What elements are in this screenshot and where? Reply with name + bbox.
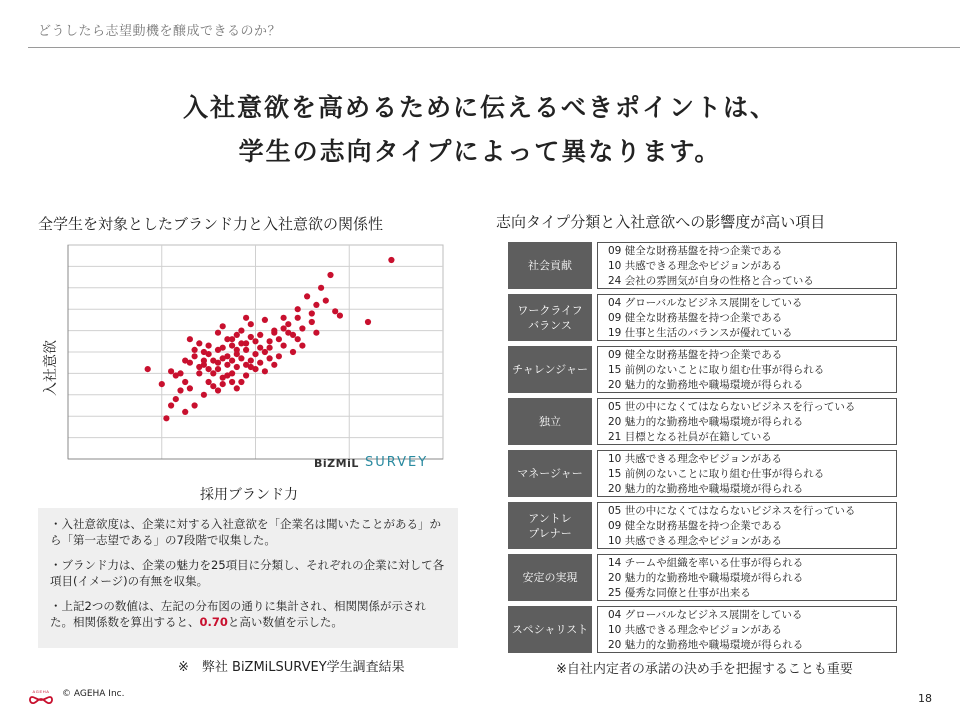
type-category: アントレ プレナー: [508, 502, 592, 549]
scatter-point: [295, 315, 301, 321]
scatter-point: [229, 358, 235, 364]
scatter-point: [281, 315, 287, 321]
scatter-point: [173, 396, 179, 402]
scatter-point: [257, 345, 263, 351]
scatter-point: [365, 319, 371, 325]
type-items: [597, 242, 897, 289]
scatter-point: [285, 330, 291, 336]
scatter-point: [182, 379, 188, 385]
scatter-point: [257, 332, 263, 338]
scatter-point: [248, 334, 254, 340]
table-note: ※自社内定者の承諾の決め手を把握することも重要: [556, 662, 853, 677]
scatter-point: [243, 362, 249, 368]
scatter-point: [215, 360, 221, 366]
scatter-point: [257, 360, 263, 366]
type-item: 15 前例のないことに取り組む仕事が得られる: [608, 468, 825, 480]
scatter-point: [234, 351, 240, 357]
type-item: 20 魅力的な勤務地や職場環境が得られる: [608, 639, 804, 651]
scatter-point: [206, 379, 212, 385]
type-item: 04 グローバルなビジネス展開をしている: [608, 297, 803, 309]
type-items: [597, 346, 897, 393]
scatter-point: [299, 343, 305, 349]
type-category: 安定の実現: [508, 554, 592, 601]
type-items: [597, 398, 897, 445]
type-item: 10 共感できる理念やビジョンがある: [608, 624, 782, 636]
type-row: [508, 294, 900, 341]
scatter-point: [290, 349, 296, 355]
type-items: [597, 450, 897, 497]
scatter-point: [248, 321, 254, 327]
scatter-point: [192, 353, 198, 359]
scatter-point: [220, 323, 226, 329]
y-axis-label: 入社意欲: [43, 340, 59, 396]
scatter-point: [196, 370, 202, 376]
scatter-point: [332, 308, 338, 314]
type-row: [508, 398, 900, 445]
scatter-point: [177, 387, 183, 393]
scatter-point: [271, 362, 277, 368]
scatter-point: [243, 315, 249, 321]
headline-line-2: 学生の志向タイプによって異なります。: [238, 137, 722, 166]
bizmil-logo-text: BiZMiL: [314, 457, 359, 470]
scatter-point: [262, 349, 268, 355]
scatter-point: [215, 387, 221, 393]
scatter-point: [271, 330, 277, 336]
scatter-point: [206, 366, 212, 372]
scatter-point: [238, 328, 244, 334]
scatter-point: [192, 347, 198, 353]
scatter-point: [187, 385, 193, 391]
chart-notes: [38, 508, 458, 648]
scatter-point: [210, 383, 216, 389]
scatter-point: [220, 381, 226, 387]
scatter-point: [234, 332, 240, 338]
scatter-point: [229, 343, 235, 349]
chart-title: 全学生を対象としたブランド力と入社意欲の関係性: [38, 215, 384, 233]
type-category: マネージャー: [508, 450, 592, 497]
type-item: 05 世の中になくてはならないビジネスを行っている: [608, 505, 856, 517]
type-item: 19 仕事と生活のバランスが優れている: [608, 327, 793, 339]
table-title: 志向タイプ分類と入社意欲への影響度が高い項目: [496, 213, 826, 231]
type-row: [508, 554, 900, 601]
scatter-point: [210, 370, 216, 376]
type-item: 10 共感できる理念やビジョンがある: [608, 453, 782, 465]
scatter-point: [206, 351, 212, 357]
x-axis-label: 採用ブランド力: [200, 487, 298, 503]
type-row: [508, 502, 900, 549]
type-item: 20 魅力的な勤務地や職場環境が得られる: [608, 572, 804, 584]
type-item: 20 魅力的な勤務地や職場環境が得られる: [608, 379, 804, 391]
scatter-point: [215, 366, 221, 372]
scatter-point: [234, 364, 240, 370]
scatter-point: [318, 285, 324, 291]
scatter-point: [206, 343, 212, 349]
scatter-point: [262, 317, 268, 323]
scatter-point: [276, 336, 282, 342]
scatter-point: [262, 368, 268, 374]
page-section-title: どうしたら志望動機を醸成できるのか？: [38, 24, 282, 39]
type-item: 04 グローバルなビジネス展開をしている: [608, 609, 803, 621]
type-row: [508, 606, 900, 653]
scatter-point: [313, 302, 319, 308]
scatter-point: [182, 409, 188, 415]
scatter-point: [267, 355, 273, 361]
ageha-logo: [28, 688, 54, 706]
scatter-point: [201, 392, 207, 398]
survey-logo-text: SURVEY: [365, 455, 429, 470]
scatter-point: [252, 351, 258, 357]
scatter-point: [295, 336, 301, 342]
type-category: チャレンジャー: [508, 346, 592, 393]
correlation-value: 0.70: [199, 615, 228, 629]
scatter-point: [299, 325, 305, 331]
type-item: 05 世の中になくてはならないビジネスを行っている: [608, 401, 856, 413]
copyright: © AGEHA Inc.: [62, 689, 125, 699]
scatter-point: [168, 368, 174, 374]
scatter-point: [192, 402, 198, 408]
scatter-point: [327, 272, 333, 278]
type-row: [508, 346, 900, 393]
scatter-point: [281, 343, 287, 349]
scatter-point: [168, 402, 174, 408]
page-number: 18: [918, 692, 932, 705]
header-divider: [28, 47, 960, 48]
type-items: [597, 294, 897, 341]
scatter-point: [313, 330, 319, 336]
scatter-point: [295, 306, 301, 312]
headline: [0, 86, 960, 174]
type-items: [597, 502, 897, 549]
scatter-point: [215, 347, 221, 353]
scatter-point: [248, 358, 254, 364]
scatter-point: [388, 257, 394, 263]
type-item: 10 共感できる理念やビジョンがある: [608, 535, 782, 547]
scatter-point: [238, 379, 244, 385]
type-item: 20 魅力的な勤務地や職場環境が得られる: [608, 483, 804, 495]
scatter-point: [224, 362, 230, 368]
scatter-point: [182, 358, 188, 364]
scatter-point: [215, 330, 221, 336]
type-item: 25 優秀な同僚と仕事が出来る: [608, 587, 751, 599]
type-items: [597, 554, 897, 601]
scatter-point: [323, 298, 329, 304]
scatter-point: [281, 325, 287, 331]
type-item: 10 共感できる理念やビジョンがある: [608, 260, 782, 272]
scatter-point: [276, 353, 282, 359]
scatter-point: [337, 313, 343, 319]
type-category: ワークライフ バランス: [508, 294, 592, 341]
scatter-point: [304, 293, 310, 299]
scatter-point: [229, 370, 235, 376]
source-note: ※ 弊社 BiZMiLSURVEY学生調査結果: [178, 660, 405, 675]
scatter-point: [229, 379, 235, 385]
scatter-chart: [38, 238, 448, 518]
scatter-point: [159, 381, 165, 387]
scatter-point: [238, 340, 244, 346]
type-item: 20 魅力的な勤務地や職場環境が得られる: [608, 416, 804, 428]
type-row: [508, 450, 900, 497]
type-category: 社会貢献: [508, 242, 592, 289]
scatter-point: [285, 321, 291, 327]
scatter-point: [224, 336, 230, 342]
scatter-point: [267, 345, 273, 351]
scatter-point: [252, 338, 258, 344]
type-item: 09 健全な財務基盤を持つ企業である: [608, 520, 783, 532]
note-3-suffix: と高い数値を示した。: [227, 615, 343, 629]
note-3: [50, 598, 448, 630]
scatter-point: [238, 355, 244, 361]
scatter-point: [243, 372, 249, 378]
note-2: ・ブランド力は、企業の魅力を25項目に分類し、それぞれの企業に対して各項目(イメージ)の有無を収集。: [50, 558, 445, 588]
type-item: 15 前例のないことに取り組む仕事が得られる: [608, 364, 825, 376]
type-category: 独立: [508, 398, 592, 445]
ageha-logo-text: AGEHA: [32, 689, 50, 694]
scatter-point: [243, 347, 249, 353]
scatter-point: [196, 340, 202, 346]
headline-line-1: 入社意欲を高めるために伝えるべきポイントは、: [182, 93, 777, 122]
type-item: 09 健全な財務基盤を持つ企業である: [608, 349, 783, 361]
type-item: 21 目標となる社員が在籍している: [608, 431, 772, 443]
type-category: スペシャリスト: [508, 606, 592, 653]
scatter-point: [201, 362, 207, 368]
scatter-point: [145, 366, 151, 372]
type-item: 09 健全な財務基盤を持つ企業である: [608, 245, 783, 257]
type-item: 14 チームや組織を率いる仕事が得られる: [608, 557, 804, 569]
scatter-point: [173, 372, 179, 378]
type-item: 09 健全な財務基盤を持つ企業である: [608, 312, 783, 324]
scatter-point: [163, 415, 169, 421]
scatter-point: [220, 355, 226, 361]
scatter-point: [267, 338, 273, 344]
type-item: 24 会社の雰囲気が自身の性格と合っている: [608, 275, 814, 287]
type-items: [597, 606, 897, 653]
note-3-prefix: ・上記2つの数値は、左記の分布図の通りに集計され、相関関係が示された。相関係数を算出すると、: [50, 599, 427, 629]
scatter-point: [309, 310, 315, 316]
scatter-point: [309, 319, 315, 325]
scatter-point: [234, 385, 240, 391]
note-1: ・入社意欲度は、企業に対する入社意欲を「企業名は聞いたことがある」から「第一志望である」の7段階で収集した。: [50, 517, 441, 547]
scatter-point: [187, 336, 193, 342]
type-row: [508, 242, 900, 289]
